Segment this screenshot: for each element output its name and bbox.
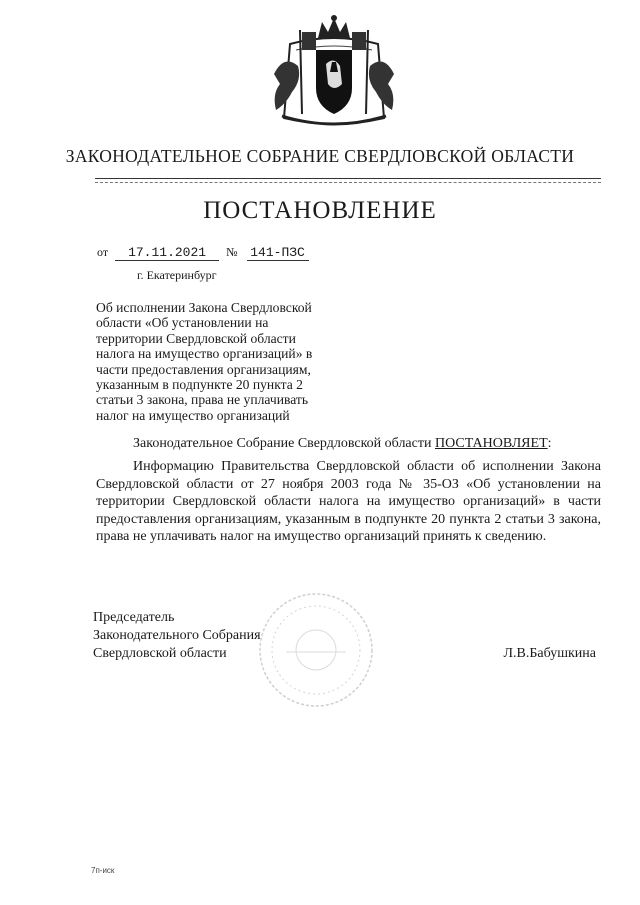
subject-line: указанным в подпункте 20 пункта 2	[96, 377, 303, 393]
coat-of-arms-icon	[262, 14, 406, 132]
subject-line: Об исполнении Закона Свердловской	[96, 300, 312, 315]
resolution-body	[96, 458, 601, 546]
subject-line: части предоставления организациям,	[96, 361, 311, 377]
preamble-verb: ПОСТАНОВЛЯЕТ	[434, 436, 548, 451]
preamble-colon: :	[547, 436, 552, 451]
header-divider-dashed	[95, 182, 601, 183]
subject-line: территории Свердловской области	[96, 330, 296, 346]
subject-line: налога на имущество организаций» в	[96, 346, 313, 362]
official-seal-stamp-icon	[256, 590, 376, 710]
signatory-title-line: Председатель	[93, 610, 175, 625]
preamble-text: Законодательное Собрание Свердловской области	[133, 436, 435, 451]
subject-line: налог на имущество организаций	[96, 407, 290, 423]
preamble	[133, 436, 552, 452]
signatory-title	[93, 609, 261, 663]
number-prefix: №	[226, 245, 238, 259]
header-divider	[95, 178, 601, 179]
document-subject	[96, 300, 358, 423]
subject-line: статьи 3 закона, права не уплачивать	[96, 392, 309, 408]
signatory-title-line: Свердловской области	[93, 646, 227, 661]
organization-name: ЗАКОНОДАТЕЛЬНОЕ СОБРАНИЕ СВЕРДЛОВСКОЙ ОБЛАСТИ	[65, 146, 575, 166]
document-city: г. Екатеринбург	[137, 268, 217, 282]
document-meta	[97, 245, 309, 261]
date-prefix: от	[97, 245, 109, 259]
signatory-title-line: Законодательного Собрания	[93, 628, 261, 643]
signatory-name: Л.В.Бабушкина	[503, 646, 596, 661]
resolution-paragraph: Информацию Правительства Свердловской области об исполнении Закона Свердловской области от 27 ноября 2003 года № 35-ОЗ «Об установлении на территории Свердловской области налога на имущество организаций» в части предоставления организациям, указанным в подпункте 20 пункта 2 статьи 3 закона, права не уплачивать налог на имущество организаций принять к сведению.	[96, 459, 601, 545]
document-type-title: ПОСТАНОВЛЕНИЕ	[203, 197, 437, 224]
document-date: 17.11.2021	[115, 245, 219, 261]
document-number: 141-ПЗС	[247, 245, 309, 261]
subject-line: области «Об установлении на	[96, 315, 269, 331]
footer-code: 7п-иск	[91, 866, 115, 875]
